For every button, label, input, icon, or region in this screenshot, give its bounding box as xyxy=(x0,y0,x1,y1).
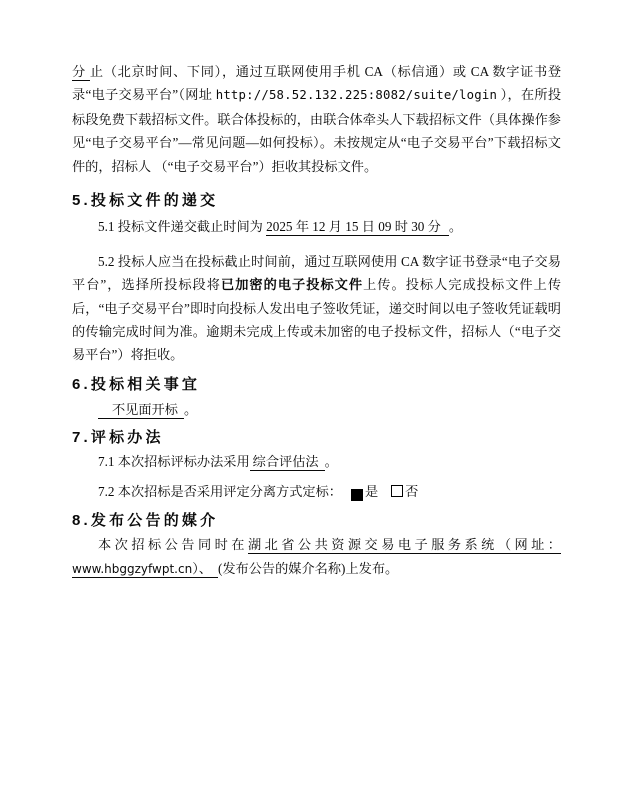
checkbox-yes-label: 是 xyxy=(364,483,379,499)
heading-submission-of-bids: 5.投标文件的递交 xyxy=(72,192,219,210)
media-name: 湖北省公共资源交易电子服务系统（网址： xyxy=(247,537,561,553)
heading-evaluation-method: 7.评标办法 xyxy=(72,428,164,446)
para-download-continuation xyxy=(72,60,561,178)
media-name-tail: ）、 xyxy=(192,560,212,576)
clause-text: 5.2 投标人应当在投标截止时间前，通过互联网使用 CA 数字证书登录“电子交易平台”，选择所投标段将 xyxy=(72,253,561,293)
checkbox-yes-checked[interactable] xyxy=(351,488,386,501)
platform-url: http://58.52.132.225:8082/suite/login xyxy=(215,88,498,103)
clause-text: 5.1 投标文件递交截止时间为 xyxy=(98,219,267,235)
clause-6-no-meeting-opening xyxy=(72,398,561,421)
filled-blank-evaluation-method: 综合评估法 xyxy=(250,454,325,471)
clause-text: 7.1 本次招标评标办法采用 xyxy=(98,454,250,470)
clause-text: 上传。投标人完成投标文件上传后，“电子交易平台”即时向投标人发出电子签收凭证，递交时间以电子签收凭证载明的传输完成时间为准。逾期未完成上传或未加密的电子投标文件，招标人（“电子交易平台”）将拒收。 xyxy=(72,277,562,363)
heading-bidding-matters: 6.投标相关事宜 xyxy=(72,375,201,393)
clause-5-2-upload xyxy=(72,250,561,367)
clause-5-1-deadline xyxy=(72,215,561,238)
checkbox-no-unchecked[interactable] xyxy=(391,485,403,497)
clause-7-2-decide-separation xyxy=(72,480,561,503)
clause-text: 。 xyxy=(448,219,463,235)
filled-blank-deadline: 2025 年 12 月 15 日 09 时 30 分 xyxy=(266,219,449,236)
filled-blank-opening-method: 不见面开标 xyxy=(98,402,184,419)
media-url: www.hbggzyfwpt.cn xyxy=(72,561,193,576)
emphasis-encrypted-file: 已加密的电子投标文件 xyxy=(220,277,364,293)
clause-text: 。 xyxy=(183,402,198,418)
para-text: 本次招标公告同时在 xyxy=(98,537,248,553)
para-text: ），在所投标段免费下载招标文件。联合体投标的，由联合体牵头人下载招标文件（具体操作参见“电子交易平台”—常见问题—如何投标）。未按规定从“电子交易平台”下载招标文件的，招标人 （“电子交易平台”）拒收其投标文件。 xyxy=(72,87,562,174)
para-announcement-media xyxy=(72,533,561,581)
heading-announcement-media: 8.发布公告的媒介 xyxy=(72,511,219,529)
para-text: 止（北京时间、下同），通过互联网使用手机 CA（标信通）或 CA 数字证书登录“电子交易平台”（网址 xyxy=(72,64,562,103)
checkbox-no-label: 否 xyxy=(405,483,419,499)
filled-blank-time: 分 xyxy=(72,64,90,79)
para-text: (发布公告的媒介名称)上发布。 xyxy=(217,560,399,576)
check-icon: ✓ xyxy=(376,488,386,500)
clause-text: 7.2 本次招标是否采用评定分离方式定标： xyxy=(98,483,342,499)
clause-7-1-method xyxy=(72,450,561,473)
clause-text: 。 xyxy=(324,454,338,470)
